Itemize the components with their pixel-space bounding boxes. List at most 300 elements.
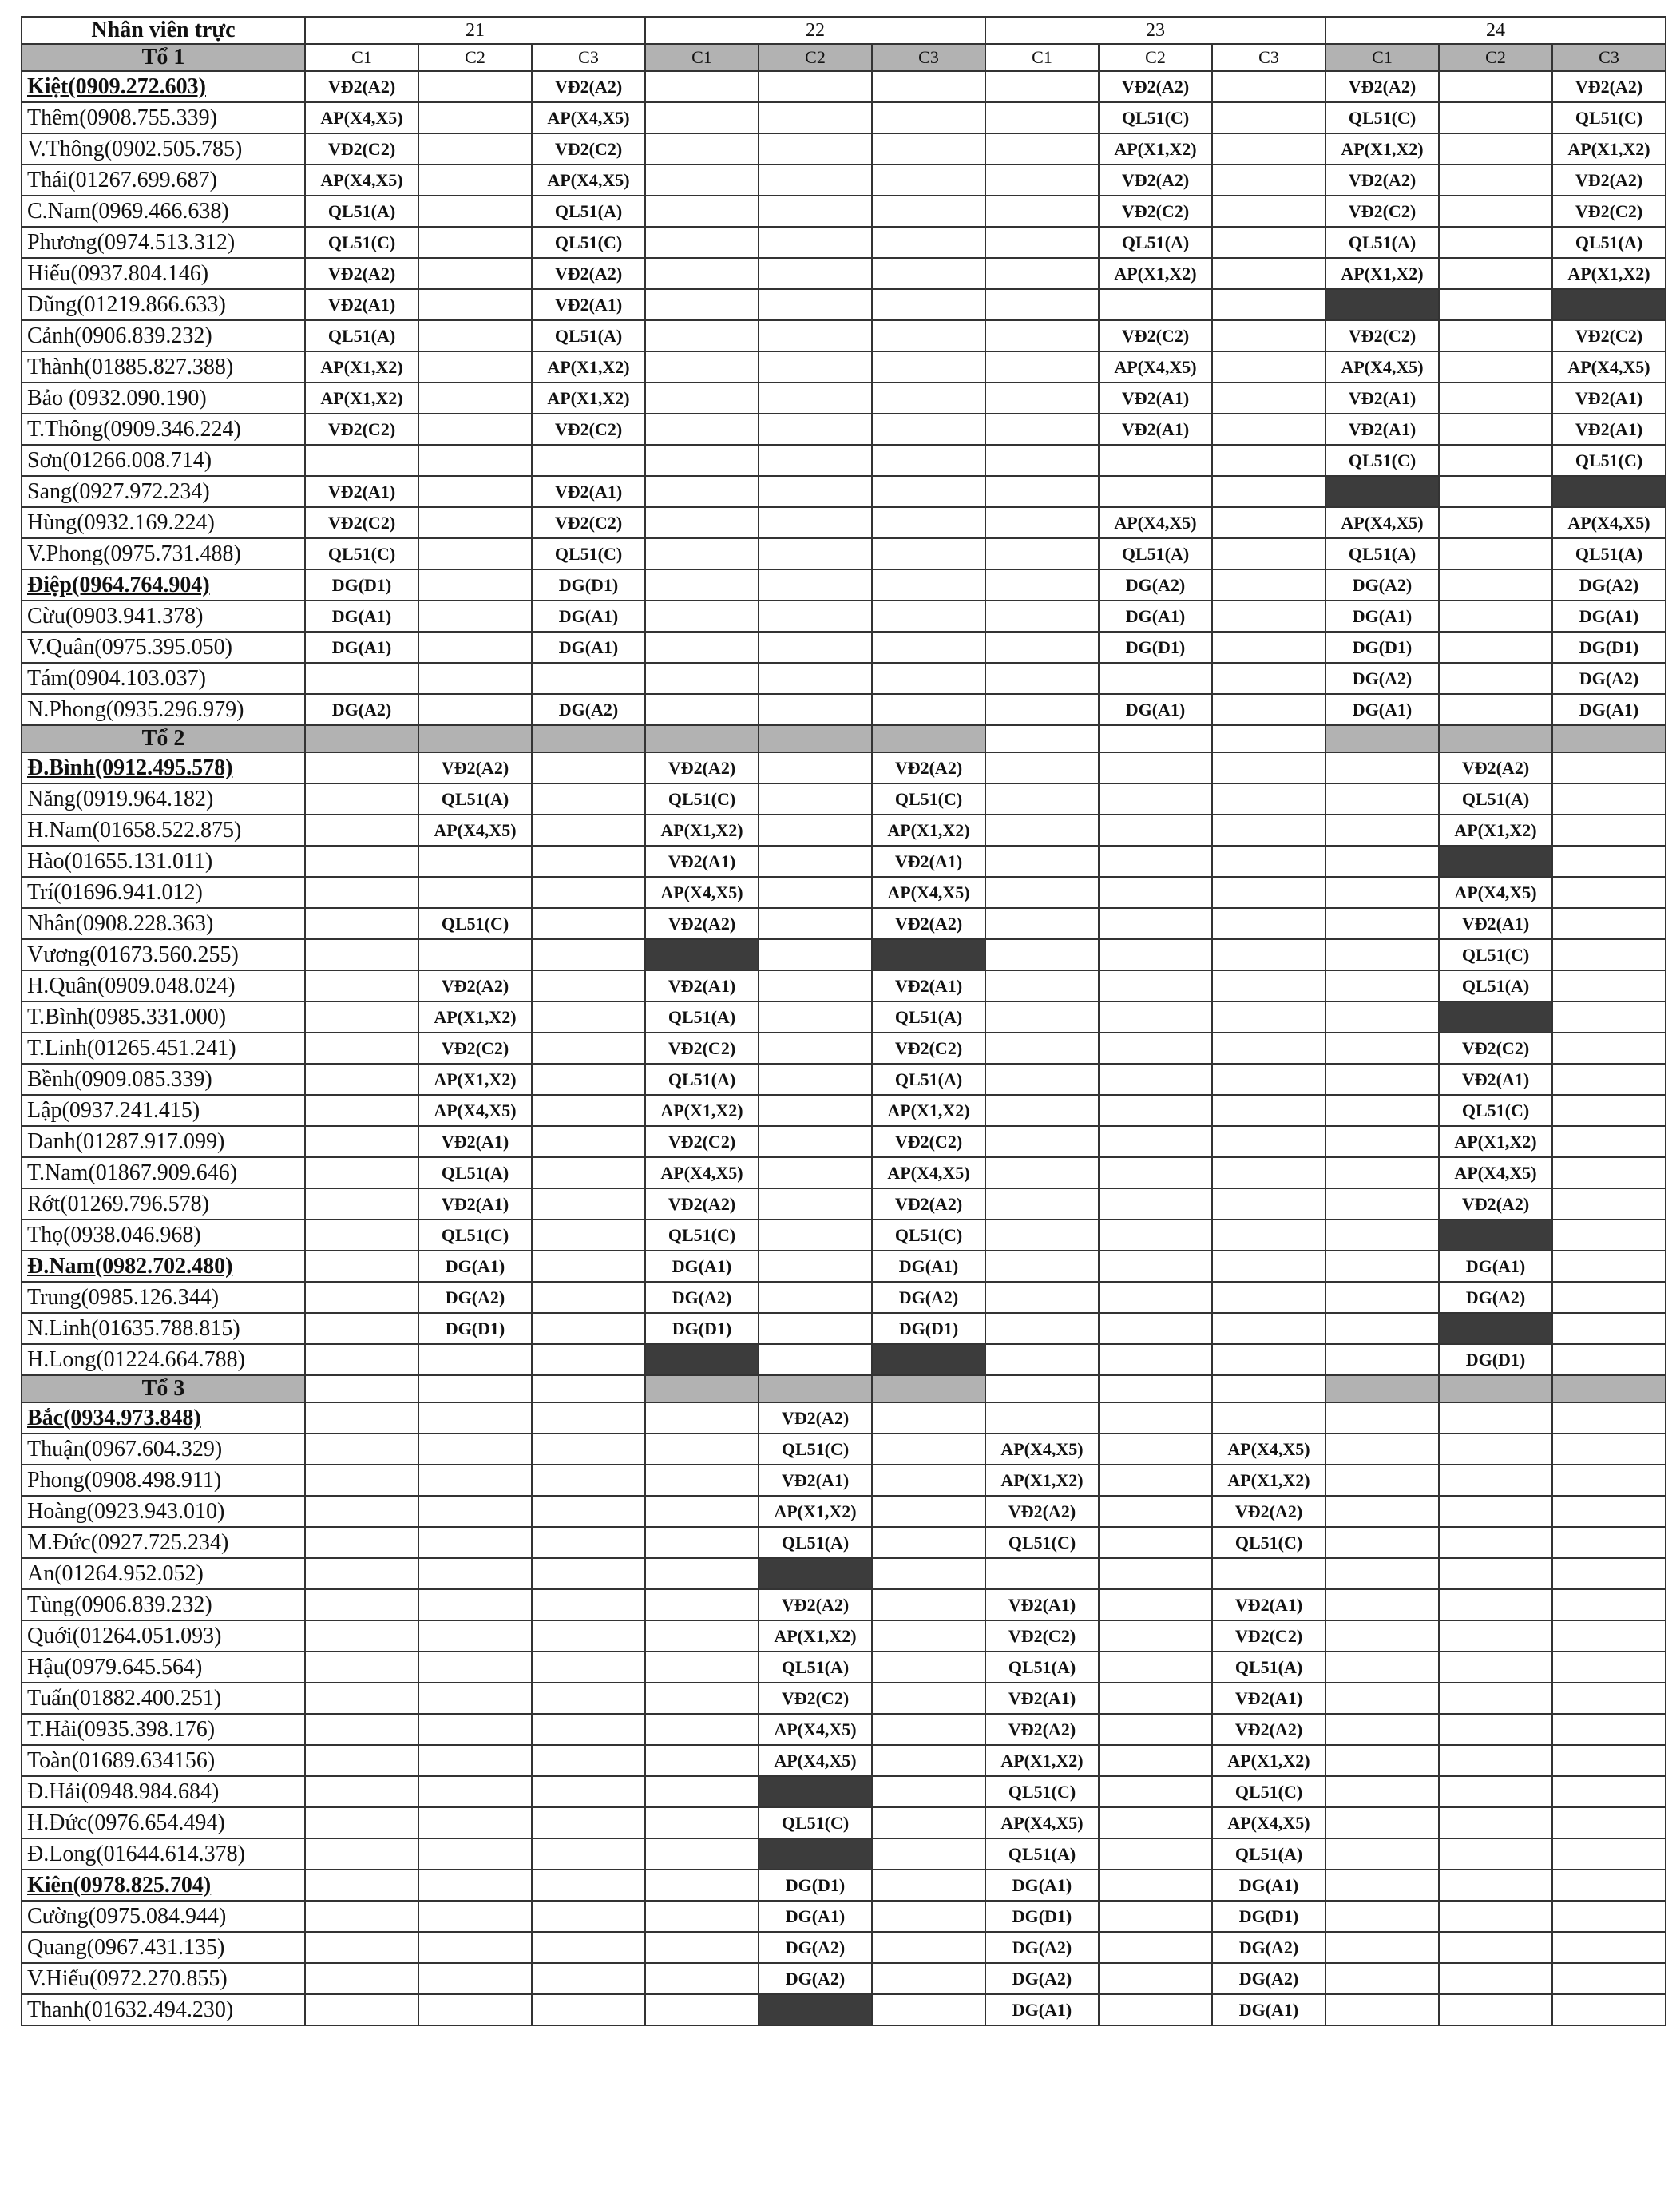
shift-assignment: VĐ2(A1) [1325,383,1439,414]
shift-header: C3 [532,44,645,71]
shift-assignment: AP(X4,X5) [1212,1807,1325,1838]
shift-assignment: QL51(C) [305,538,418,569]
shift-assignment [759,1219,872,1251]
shift-assignment: QL51(C) [1325,102,1439,133]
shift-assignment: QL51(C) [1099,102,1212,133]
shift-assignment: DG(D1) [872,1313,985,1344]
shift-assignment [1439,1496,1552,1527]
shift-assignment: AP(X4,X5) [418,815,532,846]
shift-assignment [872,1714,985,1745]
off-duty-cell [1439,846,1552,877]
shift-assignment [1439,1620,1552,1652]
off-duty-cell [1439,1001,1552,1033]
shift-assignment: AP(X4,X5) [759,1745,872,1776]
staff-name: Cừu(0903.941.378) [22,601,305,632]
shift-assignment: VĐ2(A2) [645,1188,759,1219]
shift-assignment: DG(D1) [532,569,645,601]
staff-row [22,1589,1666,1620]
shift-assignment: VĐ2(C2) [418,1033,532,1064]
shift-assignment [985,877,1099,908]
shift-assignment [532,1282,645,1313]
shift-assignment: VĐ2(A1) [1552,414,1666,445]
shift-assignment: VĐ2(A2) [1325,165,1439,196]
shift-assignment [1552,970,1666,1001]
shift-assignment [1552,846,1666,877]
shift-assignment [1552,1126,1666,1157]
shift-assignment: AP(X1,X2) [1212,1465,1325,1496]
shift-assignment: DG(D1) [1552,632,1666,663]
off-duty-cell [1552,289,1666,320]
shift-assignment: AP(X1,X2) [305,383,418,414]
staff-name: M.Đức(0927.725.234) [22,1527,305,1558]
shift-assignment [1099,1994,1212,2025]
shift-assignment [872,507,985,538]
shift-assignment: QL51(A) [1212,1838,1325,1870]
shift-assignment [1325,1496,1439,1527]
shift-assignment [1325,752,1439,783]
shift-assignment [872,1901,985,1932]
shift-assignment [759,601,872,632]
shift-assignment [305,1313,418,1344]
staff-row [22,1807,1666,1838]
staff-name: Đ.Bình(0912.495.578) [22,752,305,783]
shift-assignment [645,1714,759,1745]
shift-assignment [759,1126,872,1157]
staff-row [22,1838,1666,1870]
shift-assignment [759,1033,872,1064]
off-duty-cell [759,1994,872,2025]
shift-assignment: DG(A2) [1212,1932,1325,1963]
shift-assignment [532,1994,645,2025]
shift-assignment [985,165,1099,196]
shift-assignment: VĐ2(A2) [759,1402,872,1434]
shift-assignment [305,846,418,877]
shift-assignment: AP(X4,X5) [1552,507,1666,538]
shift-assignment [872,601,985,632]
staff-row [22,351,1666,383]
staff-name: Vương(01673.560.255) [22,939,305,970]
shift-assignment [532,1963,645,1994]
shift-assignment: VĐ2(C2) [645,1033,759,1064]
shift-assignment [645,1963,759,1994]
shift-assignment [1099,1558,1212,1589]
staff-row [22,1251,1666,1282]
shift-assignment [305,1064,418,1095]
shift-assignment [872,1838,985,1870]
shift-assignment [1099,908,1212,939]
shift-assignment [1099,1033,1212,1064]
shift-assignment [1325,1745,1439,1776]
shift-assignment [1439,1589,1552,1620]
shift-assignment [305,1095,418,1126]
staff-name: H.Nam(01658.522.875) [22,815,305,846]
shift-assignment [532,1001,645,1033]
shift-assignment: VĐ2(C2) [305,414,418,445]
shift-assignment [985,846,1099,877]
group-title: Tổ 1 [22,44,305,71]
shift-assignment: DG(A2) [1099,569,1212,601]
shift-assignment [759,1251,872,1282]
shift-assignment [759,1344,872,1375]
shift-assignment: VĐ2(A2) [1439,752,1552,783]
shift-assignment: VĐ2(A2) [872,1188,985,1219]
shift-assignment [1325,783,1439,815]
shift-assignment: AP(X1,X2) [1439,815,1552,846]
shift-assignment [1212,1001,1325,1033]
shift-assignment: AP(X1,X2) [872,815,985,846]
shift-assignment [1325,1714,1439,1745]
shift-assignment [305,1402,418,1434]
shift-assignment [305,1496,418,1527]
shift-assignment [1552,783,1666,815]
shift-assignment [1099,1188,1212,1219]
staff-name: T.Nam(01867.909.646) [22,1157,305,1188]
shift-assignment: VĐ2(A2) [872,908,985,939]
shift-assignment [1212,846,1325,877]
shift-assignment: QL51(A) [759,1527,872,1558]
shift-assignment [1552,1620,1666,1652]
shift-assignment [759,1282,872,1313]
shift-assignment [418,196,532,227]
shift-assignment [1325,1870,1439,1901]
shift-assignment [1552,939,1666,970]
shift-assignment [1325,877,1439,908]
shift-assignment: VĐ2(C2) [1212,1620,1325,1652]
shift-assignment [872,71,985,102]
shift-assignment [305,1251,418,1282]
shift-assignment: VĐ2(A2) [305,258,418,289]
shift-assignment [985,1344,1099,1375]
staff-row [22,752,1666,783]
shift-assignment [305,445,418,476]
staff-row [22,1683,1666,1714]
shift-assignment [645,1465,759,1496]
shift-assignment [985,414,1099,445]
shift-assignment [1552,1870,1666,1901]
shift-assignment [532,908,645,939]
shift-assignment: DG(A2) [1325,569,1439,601]
shift-assignment [872,1527,985,1558]
shift-assignment [1552,1963,1666,1994]
shift-assignment: DG(A1) [1439,1251,1552,1282]
shift-assignment [532,1064,645,1095]
shift-assignment [1325,1838,1439,1870]
shift-assignment: AP(X1,X2) [1325,133,1439,165]
shift-assignment [1552,1064,1666,1095]
shift-assignment [759,663,872,694]
shift-assignment: DG(A1) [305,632,418,663]
shift-assignment: VĐ2(A2) [985,1714,1099,1745]
shift-assignment [305,1932,418,1963]
shift-assignment: VĐ2(A2) [1099,71,1212,102]
shift-assignment [1099,939,1212,970]
shift-assignment [1212,752,1325,783]
shift-assignment [1099,1001,1212,1033]
shift-assignment [532,1219,645,1251]
shift-assignment [532,1558,645,1589]
shift-assignment: QL51(A) [1439,783,1552,815]
shift-assignment: AP(X1,X2) [532,383,645,414]
group-title: Tổ 2 [22,725,305,752]
shift-assignment: QL51(C) [645,1219,759,1251]
shift-assignment: VĐ2(A1) [1439,908,1552,939]
shift-assignment [1099,1344,1212,1375]
shift-assignment: AP(X1,X2) [985,1745,1099,1776]
shift-assignment [532,1126,645,1157]
shift-assignment [1439,71,1552,102]
shift-assignment: DG(A2) [1212,1963,1325,1994]
shift-assignment [305,1994,418,2025]
shift-assignment [645,476,759,507]
shift-assignment [1325,1807,1439,1838]
shift-assignment: AP(X4,X5) [418,1095,532,1126]
shift-assignment: QL51(A) [1099,227,1212,258]
shift-assignment [872,165,985,196]
shift-assignment [418,1994,532,2025]
shift-assignment [305,908,418,939]
shift-assignment [1099,663,1212,694]
staff-row [22,1313,1666,1344]
shift-header: C1 [1325,44,1439,71]
shift-assignment [985,289,1099,320]
shift-assignment [305,815,418,846]
shift-assignment [872,1652,985,1683]
day-header: 24 [1325,17,1666,44]
shift-assignment [532,1714,645,1745]
shift-assignment [1325,1776,1439,1807]
staff-name: Hoàng(0923.943.010) [22,1496,305,1527]
shift-assignment: DG(D1) [645,1313,759,1344]
shift-assignment [1212,1033,1325,1064]
shift-assignment: QL51(A) [645,1001,759,1033]
shift-assignment [305,1033,418,1064]
staff-row [22,102,1666,133]
staff-name: Quang(0967.431.135) [22,1932,305,1963]
shift-assignment [418,1745,532,1776]
shift-assignment: DG(A1) [872,1251,985,1282]
shift-assignment [1212,1095,1325,1126]
shift-assignment [1325,1589,1439,1620]
group-band-cell [1212,725,1325,752]
shift-assignment: VĐ2(A1) [985,1589,1099,1620]
shift-assignment [1099,1838,1212,1870]
shift-assignment [305,1434,418,1465]
shift-assignment: DG(A1) [418,1251,532,1282]
shift-assignment: VĐ2(A2) [985,1496,1099,1527]
shift-assignment: DG(A1) [1099,694,1212,725]
shift-assignment [418,1344,532,1375]
shift-assignment: DG(A2) [418,1282,532,1313]
shift-assignment: VĐ2(A1) [1325,414,1439,445]
shift-assignment [645,320,759,351]
shift-assignment [985,569,1099,601]
shift-assignment: DG(A1) [645,1251,759,1282]
shift-assignment [1212,320,1325,351]
shift-assignment [1325,1033,1439,1064]
shift-assignment [985,1402,1099,1434]
shift-assignment [1552,1219,1666,1251]
shift-assignment: AP(X1,X2) [1325,258,1439,289]
shift-assignment: AP(X4,X5) [645,877,759,908]
shift-assignment: VĐ2(C2) [872,1033,985,1064]
shift-assignment: VĐ2(C2) [1325,320,1439,351]
shift-assignment [1212,877,1325,908]
shift-assignment [1552,1683,1666,1714]
shift-assignment: AP(X1,X2) [872,1095,985,1126]
shift-assignment [1325,815,1439,846]
staff-name: Phương(0974.513.312) [22,227,305,258]
shift-assignment [1552,1344,1666,1375]
shift-assignment: VĐ2(C2) [1552,196,1666,227]
staff-row [22,846,1666,877]
staff-name: Bảo (0932.090.190) [22,383,305,414]
shift-assignment [305,1589,418,1620]
shift-assignment [532,1838,645,1870]
shift-assignment: VĐ2(A1) [645,970,759,1001]
shift-assignment [305,1001,418,1033]
shift-assignment [1552,1251,1666,1282]
staff-row [22,970,1666,1001]
shift-assignment [872,1465,985,1496]
shift-assignment [645,507,759,538]
shift-assignment: AP(X1,X2) [1099,258,1212,289]
shift-assignment [1212,507,1325,538]
shift-assignment [872,1558,985,1589]
shift-assignment: VĐ2(C2) [985,1620,1099,1652]
shift-assignment [985,815,1099,846]
shift-assignment [305,1683,418,1714]
shift-assignment: DG(A1) [1552,601,1666,632]
shift-assignment [1552,815,1666,846]
shift-assignment: VĐ2(A2) [1099,165,1212,196]
shift-assignment: DG(A2) [305,694,418,725]
shift-assignment [1099,815,1212,846]
shift-assignment [1099,1807,1212,1838]
shift-assignment [1099,1402,1212,1434]
shift-assignment: VĐ2(A2) [418,752,532,783]
shift-assignment: AP(X4,X5) [1099,351,1212,383]
shift-assignment [532,1344,645,1375]
shift-assignment [305,970,418,1001]
shift-assignment [872,1402,985,1434]
shift-assignment: DG(A2) [872,1282,985,1313]
shift-assignment [1325,1001,1439,1033]
shift-assignment [759,538,872,569]
shift-assignment [1439,351,1552,383]
staff-name: Bềnh(0909.085.339) [22,1064,305,1095]
staff-name: C.Nam(0969.466.638) [22,196,305,227]
shift-assignment [1439,1402,1552,1434]
shift-assignment [1099,1126,1212,1157]
shift-assignment [418,227,532,258]
shift-assignment [1439,601,1552,632]
off-duty-cell [1325,476,1439,507]
group-band-cell [985,725,1099,752]
shift-assignment [1325,1313,1439,1344]
staff-row [22,1776,1666,1807]
shift-assignment: VĐ2(A1) [1212,1683,1325,1714]
shift-assignment [418,71,532,102]
staff-name: T.Bình(0985.331.000) [22,1001,305,1033]
shift-assignment [418,1620,532,1652]
staff-name: Dũng(01219.866.633) [22,289,305,320]
shift-assignment: DG(A2) [1552,663,1666,694]
shift-assignment: DG(D1) [759,1870,872,1901]
shift-assignment: DG(A2) [1439,1282,1552,1313]
group-band-cell [645,725,759,752]
shift-assignment: AP(X1,X2) [305,351,418,383]
shift-assignment [872,476,985,507]
shift-assignment [532,1527,645,1558]
shift-assignment [1212,1188,1325,1219]
shift-assignment [1552,908,1666,939]
shift-assignment [532,1434,645,1465]
staff-row [22,71,1666,102]
duty-roster-table [21,16,1666,2026]
shift-assignment [985,258,1099,289]
shift-assignment: AP(X4,X5) [1099,507,1212,538]
staff-row [22,1901,1666,1932]
shift-assignment [985,445,1099,476]
shift-assignment: QL51(C) [759,1434,872,1465]
shift-assignment [1325,1282,1439,1313]
shift-assignment: VĐ2(A1) [985,1683,1099,1714]
shift-assignment [1325,1527,1439,1558]
shift-assignment [872,632,985,663]
shift-assignment [759,846,872,877]
shift-assignment [872,1589,985,1620]
shift-assignment: QL51(C) [872,1219,985,1251]
shift-assignment [872,258,985,289]
shift-assignment [759,227,872,258]
staff-row [22,908,1666,939]
shift-assignment [418,1465,532,1496]
staff-row [22,320,1666,351]
shift-assignment [1552,1652,1666,1683]
staff-name: Trung(0985.126.344) [22,1282,305,1313]
shift-assignment [1439,165,1552,196]
shift-assignment: DG(A1) [1212,1870,1325,1901]
shift-assignment [1552,877,1666,908]
shift-assignment: QL51(C) [759,1807,872,1838]
shift-assignment: AP(X1,X2) [418,1064,532,1095]
shift-assignment: VĐ2(A1) [1439,1064,1552,1095]
shift-assignment [985,320,1099,351]
shift-assignment [532,1157,645,1188]
shift-assignment: VĐ2(C2) [645,1126,759,1157]
shift-assignment [1439,1434,1552,1465]
shift-assignment [1325,1963,1439,1994]
shift-assignment [1099,1496,1212,1527]
shift-assignment [872,1776,985,1807]
group-band-cell [1325,725,1439,752]
shift-assignment [1099,1313,1212,1344]
shift-assignment [645,1652,759,1683]
staff-name: Tuấn(01882.400.251) [22,1683,305,1714]
shift-assignment [1439,476,1552,507]
staff-row [22,783,1666,815]
shift-assignment [759,694,872,725]
off-duty-cell [1439,1313,1552,1344]
shift-assignment: AP(X4,X5) [1212,1434,1325,1465]
shift-assignment [1552,1496,1666,1527]
shift-assignment: DG(A2) [1552,569,1666,601]
shift-assignment [1099,1652,1212,1683]
shift-assignment: AP(X4,X5) [532,102,645,133]
shift-assignment [645,663,759,694]
shift-assignment: VĐ2(A1) [872,970,985,1001]
shift-assignment [418,133,532,165]
